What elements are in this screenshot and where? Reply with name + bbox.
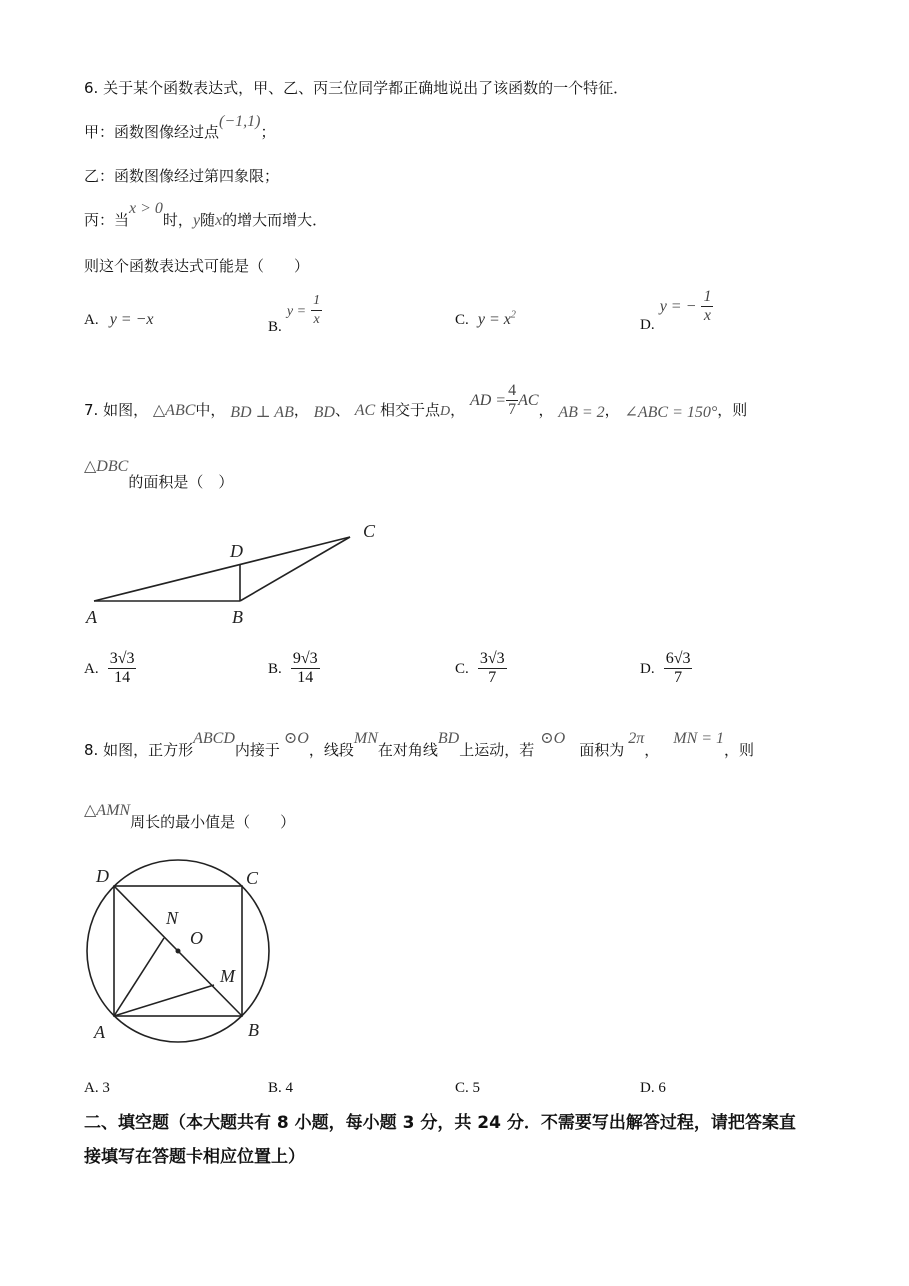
q8-bd: BD: [437, 730, 460, 747]
q8-ask: 周长的最小值是（ ）: [130, 813, 296, 831]
fraction-numerator: 1: [311, 292, 322, 311]
segment-am: [114, 985, 214, 1016]
q8-mn-value: MN = 1: [673, 730, 725, 747]
fraction-numerator: 4: [508, 382, 517, 399]
q6-bing: [84, 200, 328, 231]
q6-option-a-expr: y = −x: [109, 311, 154, 328]
q6-jia-suffix: ；: [260, 123, 276, 141]
q8-amn: △AMN: [84, 802, 131, 819]
q7-prefix: 7. 如图，: [84, 401, 149, 419]
q6-ask: 则这个函数表达式可能是（ ）: [84, 257, 310, 275]
q6-jia-prefix: 甲：函数图像经过点: [84, 123, 220, 141]
fraction-denominator: x: [703, 307, 712, 324]
q7-bd: BD: [313, 404, 335, 421]
q7-option-c[interactable]: [455, 650, 507, 687]
q7-figure: [80, 515, 390, 635]
q6-option-d-lhs: y = −: [659, 298, 697, 315]
q7-xiangjiao: 相交于点: [380, 401, 441, 419]
q7-angle: ∠ABC = 150°: [624, 404, 718, 421]
fraction-denominator: 14: [114, 669, 131, 686]
center-o: [176, 949, 181, 954]
q7-ze: ，则: [717, 401, 748, 419]
q6-bing-mid2: 随: [200, 211, 216, 229]
q6-option-a[interactable]: [84, 309, 153, 329]
fraction-numerator: 3√3: [479, 650, 505, 667]
q6-option-c-expr: y = x: [477, 311, 511, 328]
q8-two-pi: 2π: [628, 730, 645, 747]
q7-option-a[interactable]: [84, 650, 136, 687]
q6-jia-point: (−1,1): [219, 113, 261, 130]
q7-ask: 的面积是（ ）: [128, 473, 234, 491]
q8-mn: MN: [353, 730, 378, 747]
q7-comma: ，: [538, 401, 554, 419]
fraction-denominator: x: [313, 312, 320, 327]
q6-option-b[interactable]: [268, 292, 322, 335]
fraction-denominator: 7: [508, 401, 517, 418]
option-label: B.: [268, 319, 282, 335]
fraction-denominator: 7: [674, 669, 683, 686]
q7-ad-fraction: [506, 382, 518, 419]
segment-bc: [240, 537, 350, 601]
section-heading-line1: 二、填空题（本大题共有 8 小题，每小题 3 分，共 24 分．不需要写出解答过程，请把答案直: [84, 1113, 796, 1133]
q7-ad-rhs: AC: [518, 392, 539, 409]
q6-yi: 乙：函数图像经过第四象限；: [84, 167, 280, 185]
option-label: A.: [84, 661, 99, 677]
fraction-numerator: 6√3: [665, 650, 691, 667]
q7-ask-line: [84, 458, 234, 491]
q6-bing-cond: x > 0: [129, 200, 163, 217]
q6-stem: 6. 关于某个函数表达式，甲、乙、丙三位同学都正确地说出了该函数的一个特征．: [84, 79, 629, 97]
label-b: B: [232, 607, 243, 627]
q7-comma: ，: [604, 401, 620, 419]
option-label: D.: [640, 317, 655, 333]
option-label: D.: [640, 661, 655, 677]
q8-circle-o: ⊙O: [540, 730, 566, 747]
q7-option-b[interactable]: [268, 650, 320, 687]
q7-comma: ，: [293, 401, 309, 419]
fraction-numerator: 1: [703, 288, 712, 305]
fraction-numerator: 3√3: [109, 650, 135, 667]
q8-ask-line: [84, 800, 296, 831]
q8-option-c[interactable]: C. 5: [455, 1080, 481, 1096]
fraction-numerator: 9√3: [292, 650, 318, 667]
segment-an: [114, 938, 164, 1016]
option-label: C.: [455, 661, 469, 677]
option-label: C.: [455, 312, 469, 328]
label-c: C: [363, 521, 376, 541]
q7-point-d: D: [440, 404, 451, 419]
q8-circle-o: ⊙O: [283, 730, 309, 747]
q7-comma: ，: [450, 401, 466, 419]
label-b: B: [248, 1020, 259, 1040]
q8-comma: ，: [644, 741, 660, 759]
label-m: M: [220, 966, 235, 986]
q7-ad-lhs: AD =: [469, 392, 507, 409]
q6-option-d-fraction: [701, 288, 713, 325]
q8-mianji: 面积为: [579, 741, 625, 759]
q8-xianduan: ，线段: [308, 741, 354, 759]
label-d: D: [96, 866, 109, 886]
q7-option-d-fraction: [664, 650, 693, 687]
q6-bing-prefix: 丙：当: [84, 211, 130, 229]
q8-zai: 在对角线: [377, 741, 438, 759]
q6-bing-suffix: 的增大而增大．: [222, 211, 328, 229]
q7-option-d[interactable]: [640, 650, 692, 687]
q8-option-d[interactable]: D. 6: [640, 1080, 666, 1096]
label-d: D: [230, 541, 243, 561]
q6-option-d[interactable]: [640, 288, 713, 333]
q8-abcd: ABCD: [193, 730, 235, 747]
q7-dbc: △DBC: [84, 458, 129, 475]
q7-option-c-fraction: [478, 650, 507, 687]
label-a: A: [86, 607, 97, 627]
q6-option-b-lhs: y =: [286, 304, 307, 319]
q7-ac: AC: [354, 402, 376, 419]
q8-ze: ，则: [724, 741, 755, 759]
label-c: C: [246, 868, 259, 888]
q8-prefix: 8. 如图，正方形: [84, 741, 194, 759]
q7-dun: 、: [334, 401, 350, 419]
option-label: A.: [84, 312, 99, 328]
q6-option-c[interactable]: C. $y = x^2$: [455, 309, 516, 328]
q8-option-a[interactable]: A. 3: [84, 1080, 110, 1096]
segment-ac: [94, 537, 350, 601]
q6-bing-mid: 时，: [162, 211, 193, 229]
q7-perp: BD ⊥ AB: [230, 404, 294, 421]
q7-stem: [84, 382, 747, 419]
label-a: A: [94, 1022, 105, 1042]
option-label: B.: [268, 661, 282, 677]
q7-option-a-fraction: [108, 650, 137, 687]
q8-neijie: 内接于: [234, 741, 280, 759]
q6-jia: [84, 113, 276, 143]
label-o: O: [190, 928, 203, 948]
q7-zhong: 中，: [195, 401, 226, 419]
q7-option-b-fraction: [291, 650, 320, 687]
section-heading-line2: 接填写在答题卡相应位置上）: [84, 1147, 305, 1167]
q7-ab: AB = 2: [558, 404, 605, 421]
label-n: N: [166, 908, 179, 928]
q6-bing-x: x: [215, 212, 223, 229]
q6-option-b-fraction: [311, 292, 322, 329]
fraction-denominator: 14: [297, 669, 314, 686]
q8-yundong: 上运动，若: [459, 741, 535, 759]
q8-stem: [84, 730, 755, 759]
q8-figure: [80, 858, 280, 1048]
q7-triangle: △ABC: [152, 402, 196, 419]
fraction-denominator: 7: [488, 669, 497, 686]
q8-option-b[interactable]: B. 4: [268, 1080, 294, 1096]
q6-bing-y: y: [192, 212, 201, 229]
